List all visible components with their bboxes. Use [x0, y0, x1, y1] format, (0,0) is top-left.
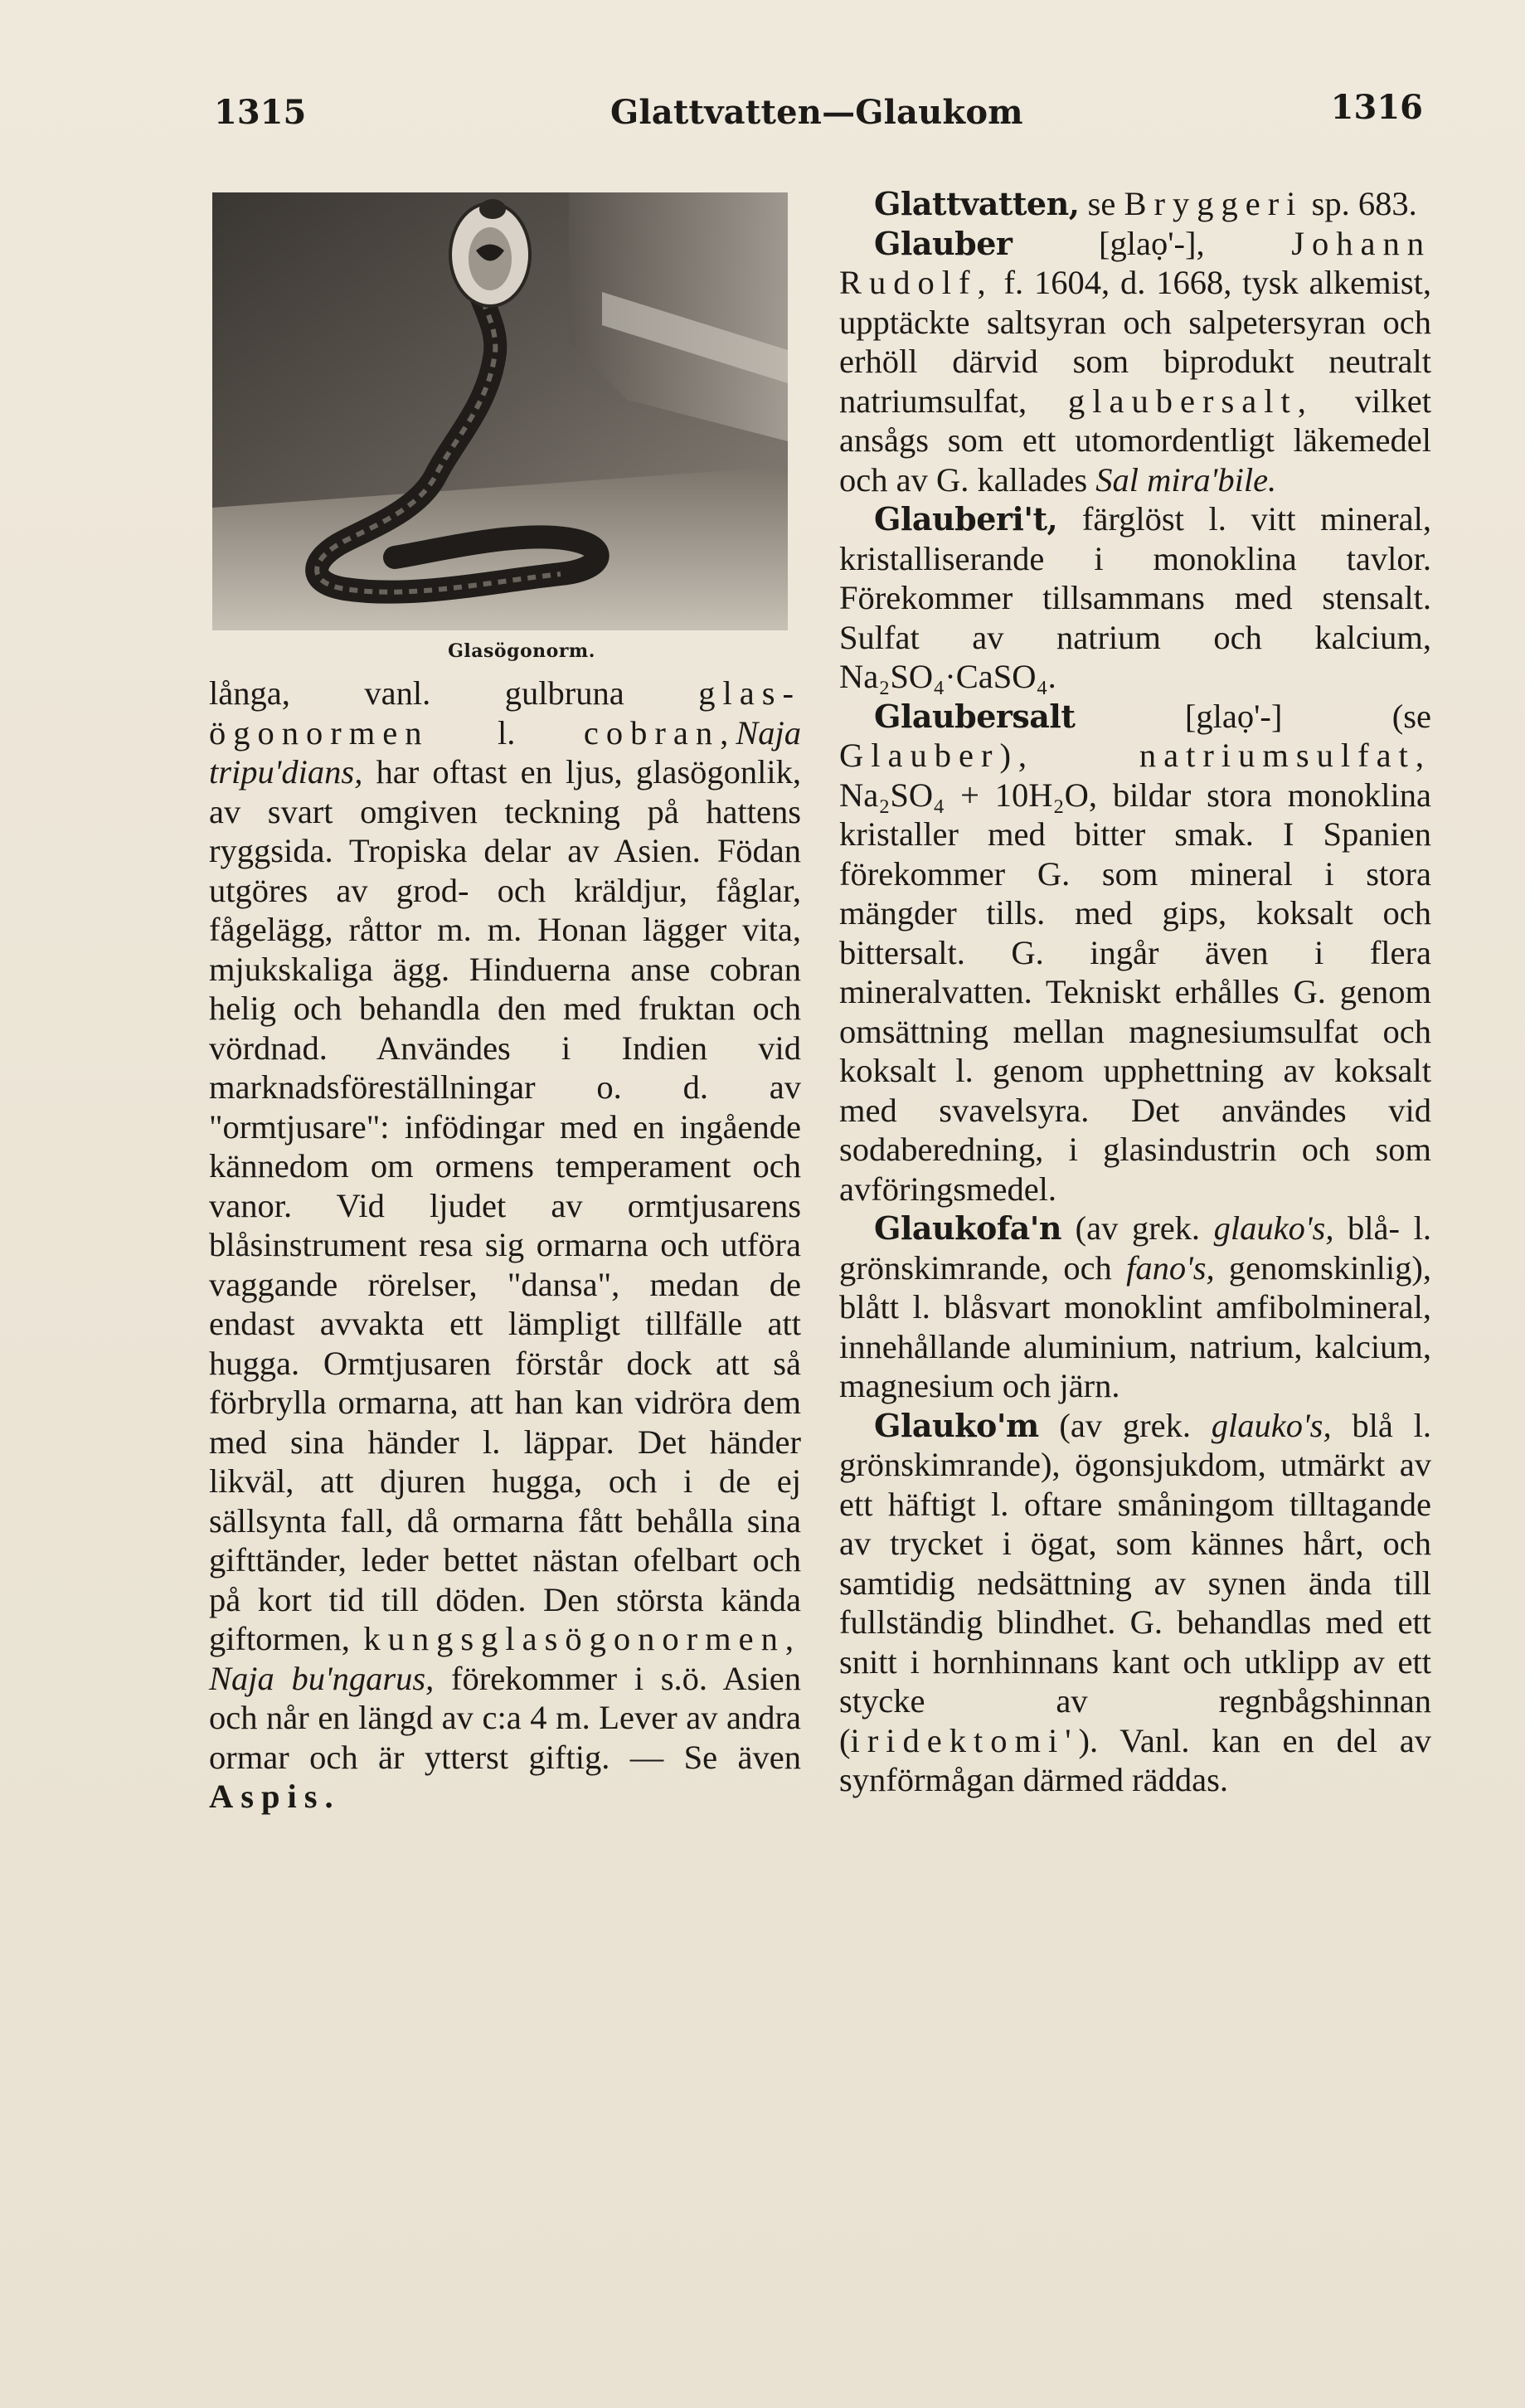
page-number-left: 1315	[214, 93, 307, 132]
headword: Glauko'm	[874, 1406, 1039, 1444]
spaced-term: cobran,	[583, 713, 736, 752]
text-run: vilket ansågs som ett utomordentligt läkemedel och av G. kallades	[839, 382, 1431, 499]
headword: Glaubersalt	[874, 697, 1076, 735]
entry-glauber	[839, 224, 1431, 500]
running-title: Glattvatten—Glaukom	[610, 93, 1023, 132]
entry-glaubersalt	[839, 697, 1431, 1209]
cross-reference: Bryggeri	[1124, 185, 1304, 222]
text-run: har oftast en ljus, glasögonlik, av svart omgiven teckning på hattens ryggsida. Tropiska delar av Asien. Födan utgöres av grod- och kräldjur, fåglar, fågelägg, råttor m. m. Honan lägger vita, mjukskaliga ägg. Hinduerna anse cobran helig och behandla den med fruktan och vördnad. Användes i Indien vid marknadsföreställningar o. d. av "ormtjusare": infödingar med en ingående kännedom om ormens temperament och vanor. Vid ljudet av ormtjusarens blåsinstrument resa sig ormarna och utföra vaggande rörelser, "dansa", medan de endast avvakta ett lämpligt tillfälle att hugga. Ormtjusaren förstår dock att så förbrylla ormarna, att han kan vidröra dem med sina händer l. läppar. Det händer likväl, att djuren hugga, och i de ej sällsynta fall, då ormarna fått behålla sina gifttänder, leder bettet nästan ofelbart och på kort tid till döden. Den största kända giftormen,	[209, 753, 801, 1657]
latin-name: Naja bu'ngarus,	[209, 1659, 435, 1697]
text-run: se	[1079, 185, 1124, 222]
text-run: (av grek.	[1061, 1209, 1214, 1247]
greek-term: glauko's,	[1211, 1406, 1332, 1444]
latin-name: Naja tripu'dians,	[209, 713, 801, 791]
spaced-term: iridektomi'	[850, 1721, 1079, 1759]
spaced-term: glaubersalt,	[1068, 382, 1314, 420]
entry-glasogonorm-body	[209, 674, 801, 1817]
text-run: l.	[429, 713, 584, 752]
headword: Glaukofa'n	[874, 1209, 1062, 1247]
left-column	[209, 192, 801, 1817]
text-run: ). Vanl. kan en del av synförmågan därmed räddas.	[839, 1721, 1431, 1798]
entry-glaukom	[839, 1406, 1431, 1800]
text-run: genomskinlig), blått l. blåsvart monoklint amfibolmineral, innehållande aluminium, natrium, kalcium, magnesium och järn.	[839, 1248, 1431, 1404]
text-run: [glaọ'-],	[1012, 224, 1292, 262]
entry-glattvatten	[839, 184, 1431, 224]
right-column	[839, 184, 1431, 1800]
figure-caption: Glasögonorm.	[448, 640, 595, 662]
greek-term: fano's,	[1126, 1248, 1215, 1287]
spaced-term: Glauber), natriumsulfat,	[839, 737, 1431, 774]
headword: Glauberi't,	[874, 500, 1058, 538]
headword: Glauber	[874, 224, 1013, 262]
cross-reference: Aspis.	[209, 1778, 341, 1815]
text-run: (av grek.	[1038, 1406, 1212, 1444]
entry-glauberit	[839, 499, 1431, 697]
spaced-term: Johann Rudolf,	[839, 224, 1431, 301]
text-run: blå l. grönskimrande), ögonsjukdom, utmärkt av ett häftigt l. oftare småningom tilltagande av trycket i ögat, som kännes hårt, och samtidig nedsättning av synen ända till fullständig blindhet. G. behandlas med ett snitt i hornhinnans kant och utklipp av ett stycke av regnbågshinnan (	[839, 1406, 1431, 1759]
text-run: färglöst l. vitt mineral, kristalliserande i monoklina tavlor. Förekommer tillsammans med stensalt. Sulfat av natrium och kalcium, Na₂SO₄·CaSO₄.	[839, 500, 1431, 695]
cobra-photo	[212, 192, 788, 630]
text-run: sp. 683.	[1303, 185, 1417, 222]
spaced-term: kungsglasögonormen,	[363, 1620, 801, 1657]
text-run: Na₂SO₄ + 10H₂O, bildar stora monoklina kristaller med bitter smak. I Spanien förekommer G. som mineral i stora mängder tills. med gips, koksalt och bittersalt. G. ingår även i flera mineralvatten. Tekniskt erhålles G. genom omsättning mellan magnesiumsulfat och koksalt l. genom upphettning av koksalt med svavelsyra. Det användes vid sodaberedning, i glasindustrin och som avföringsmedel.	[839, 776, 1431, 1208]
text-run: förekommer i s.ö. Asien och når en längd av c:a 4 m. Lever av andra ormar och är ytterst giftig. — Se även	[209, 1659, 802, 1776]
text-run: [glaọ'-] (se	[1075, 697, 1431, 735]
greek-term: glauko's,	[1213, 1209, 1334, 1247]
text-run: långa, vanl. gulbruna	[209, 674, 699, 712]
page-header	[214, 88, 1423, 146]
text-run: blå- l. grönskimrande, och	[839, 1209, 1432, 1287]
spaced-term: glas-ögonormen	[209, 674, 801, 752]
text-run: f. 1604, d. 1668, tysk alkemist, upptäckte saltsyran och salpetersyran och erhöll därvid som biprodukt neutralt natriumsulfat,	[839, 264, 1431, 420]
entry-glaukofan	[839, 1209, 1431, 1406]
page-number-right: 1316	[1330, 88, 1423, 127]
cobra-image	[212, 192, 788, 630]
latin-name: Sal mira'bile.	[1095, 460, 1277, 499]
headword: Glattvatten,	[874, 185, 1080, 222]
